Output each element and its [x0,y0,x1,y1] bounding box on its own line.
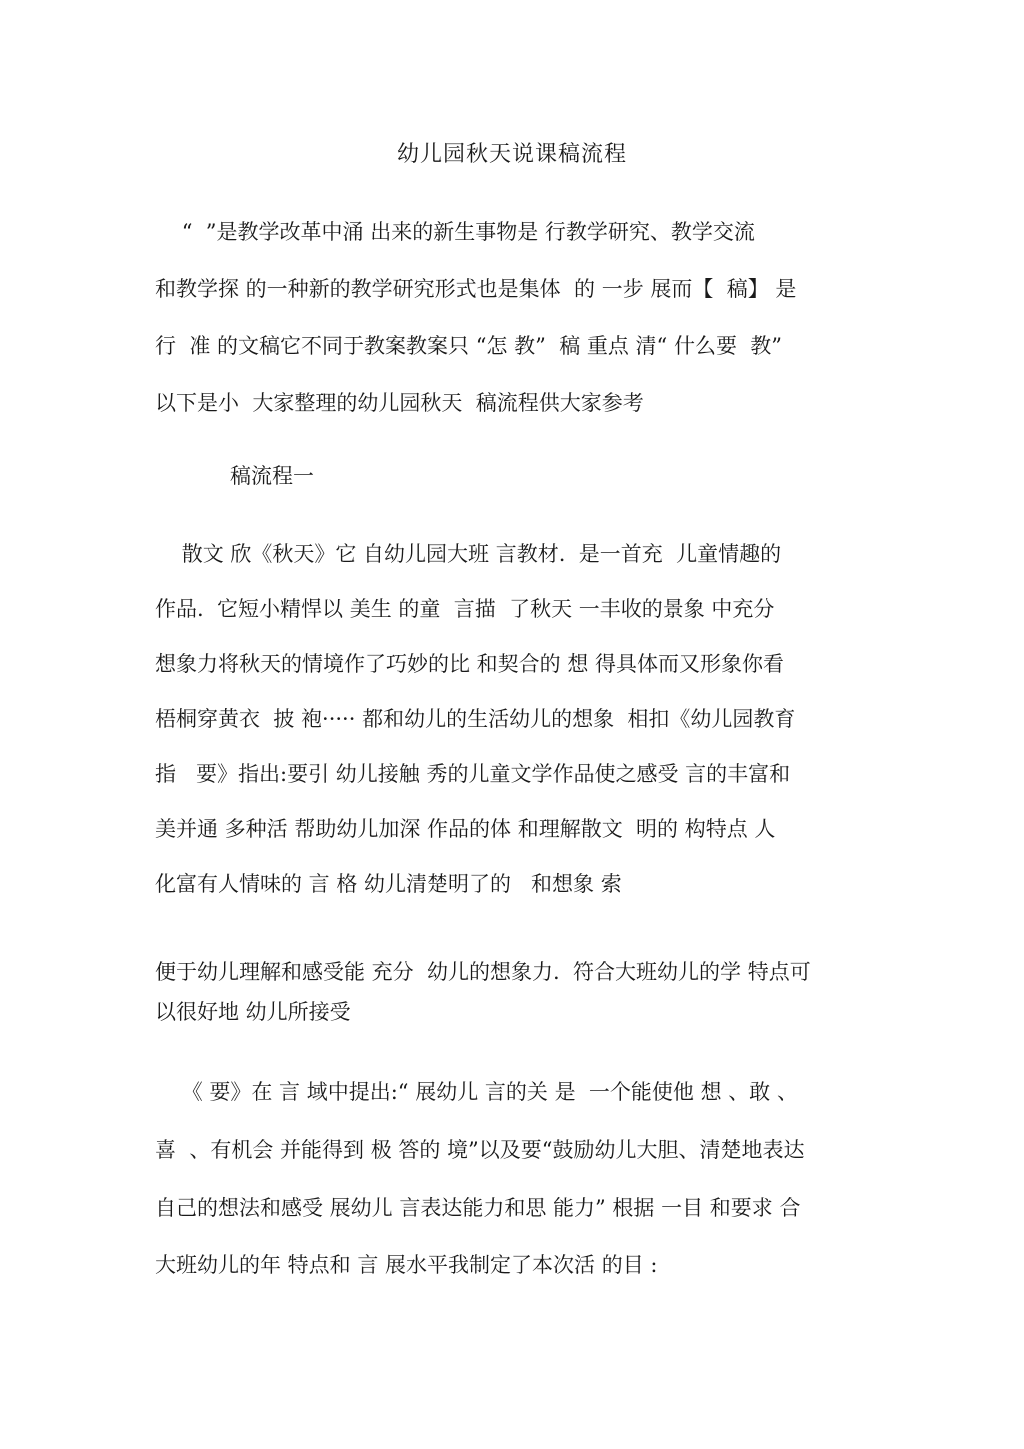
para1-line-5: 指 要》指出:要引 幼儿接触 秀的儿童文学作品使之感受 言的丰富和 [155,762,791,786]
intro-line-4: 以下是小 大家整理的幼儿园秋天 稿流程供大家参考 [155,391,644,415]
para1-line-6: 美并通 多种活 帮助幼儿加深 作品的体 和理解散文 明的 构特点 人 [155,817,776,841]
section-heading: 稿流程一 [230,464,314,488]
intro-line-2: 和教学探 的一种新的教学研究形式也是集体 的 一步 展而【 稿】 是 [155,277,797,301]
para2-line-1: 便于幼儿理解和感受能 充分 幼儿的想象力. 符合大班幼儿的学 特点可 [155,960,811,984]
para3-line-1: 《 要》在 言 域中提出:“ 展幼儿 言的关 是 一个能使他 想 、敢 、 [155,1080,798,1104]
para3-line-4: 大班幼儿的年 特点和 言 展水平我制定了本次活 的目 : [155,1253,658,1277]
para2-line-2: 以很好地 幼儿所接受 [155,1000,351,1024]
para1-line-4: 梧桐穿黄衣 披 袍····· 都和幼儿的生活幼儿的想象 相扣《幼儿园教育 [155,707,796,731]
para3-line-3: 自己的想法和感受 展幼儿 言表达能力和思 能力” 根据 一目 和要求 合 [155,1196,801,1220]
para3-line-2: 喜 、有机会 并能得到 极 答的 境”以及要“鼓励幼儿大胆、清楚地表达 [155,1138,805,1162]
document-title: 幼儿园秋天说课稿流程 [396,142,627,167]
para1-line-7: 化富有人情味的 言 格 幼儿清楚明了的 和想象 索 [155,872,622,896]
intro-line-1: “ ”是教学改革中涌 出来的新生事物是 行教学研究、教学交流 [155,220,755,244]
para1-line-3: 想象力将秋天的情境作了巧妙的比 和契合的 想 得具体而又形象你看 [155,652,785,676]
intro-line-3: 行 准 的文稿它不同于教案教案只 “怎 教” 稿 重点 清“ 什么要 教” [155,334,783,358]
para1-line-2: 作品. 它短小精悍以 美生 的童 言描 了秋天 一丰收的景象 中充分 [155,597,775,621]
para1-line-1: 散文 欣《秋天》它 自幼儿园大班 言教材. 是一首充 儿童情趣的 [155,542,782,566]
